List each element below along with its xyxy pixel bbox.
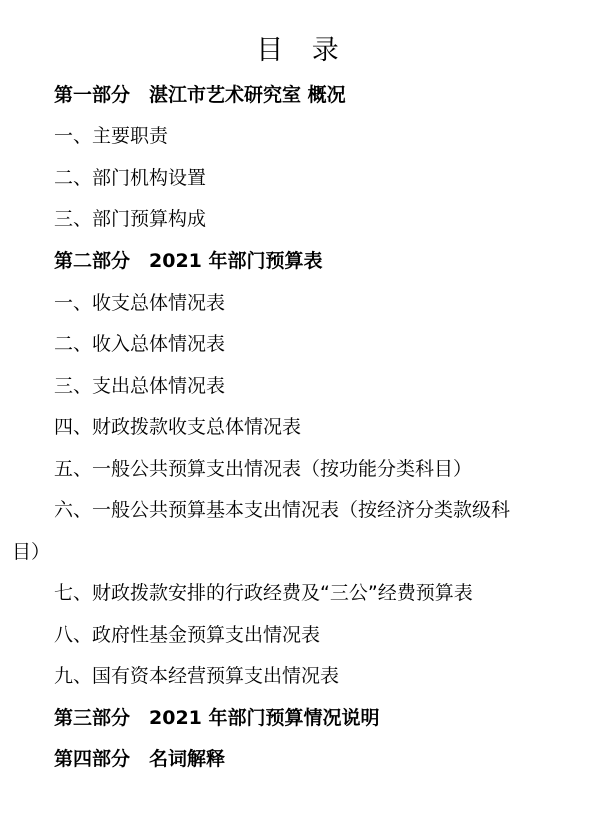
toc-part-2: 第二部分 2021 年部门预算表 (54, 250, 323, 272)
toc-item-1-3: 三、部门预算构成 (54, 208, 207, 230)
toc-item-2-6-continued: 目） (12, 541, 51, 563)
toc-item-2-7: 七、财政拨款安排的行政经费及“三公”经费预算表 (54, 582, 473, 604)
toc-part-4: 第四部分 名词解释 (54, 748, 226, 770)
toc-part-1: 第一部分 湛江市艺术研究室 概况 (54, 84, 346, 106)
toc-item-2-9: 九、国有资本经营预算支出情况表 (54, 665, 340, 687)
toc-item-2-6: 六、一般公共预算基本支出情况表（按经济分类款级科 (54, 499, 511, 521)
page-title: 目 录 (256, 35, 349, 66)
toc-part-3: 第三部分 2021 年部门预算情况说明 (54, 707, 380, 729)
toc-item-2-5: 五、一般公共预算支出情况表（按功能分类科目） (54, 458, 473, 480)
toc-item-2-2: 二、收入总体情况表 (54, 333, 226, 355)
toc-item-1-1: 一、主要职责 (54, 125, 169, 147)
toc-item-2-3: 三、支出总体情况表 (54, 375, 226, 397)
toc-item-1-2: 二、部门机构设置 (54, 167, 207, 189)
toc-item-2-4: 四、财政拨款收支总体情况表 (54, 416, 302, 438)
toc-item-2-1: 一、收支总体情况表 (54, 292, 226, 314)
toc-item-2-8: 八、政府性基金预算支出情况表 (54, 624, 321, 646)
